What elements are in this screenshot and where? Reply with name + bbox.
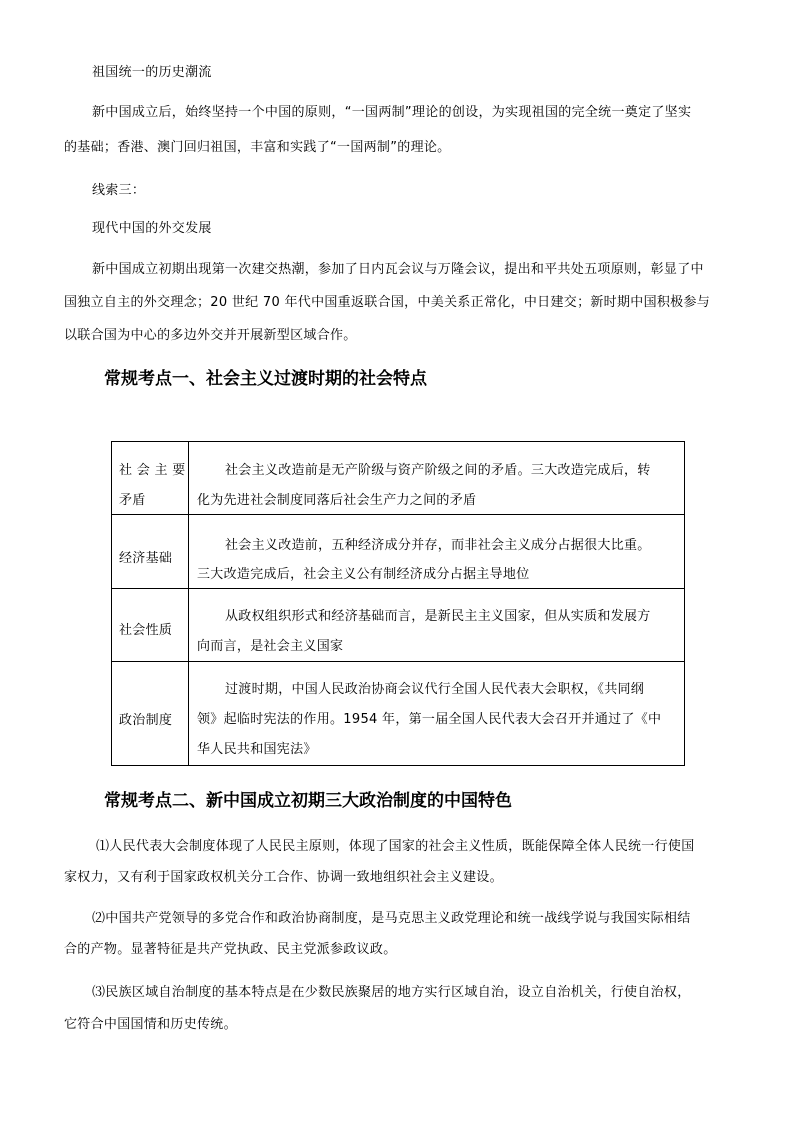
clue-label: 线索三： xyxy=(92,183,146,198)
row-text: 三大改造完成后，社会主义公有制经济成分占据主导地位 xyxy=(197,567,530,582)
list-item-line: 它符合中国国情和历史传统。 xyxy=(64,1017,237,1032)
row-text: 从政权组织形式和经济基础而言，是新民主主义国家，但从实质和发展方 xyxy=(225,609,651,624)
row-text: 社会主义改造前是无产阶级与资产阶级之间的矛盾。三大改造完成后，转 xyxy=(225,463,651,478)
row-text: 华人民共和国宪法》 xyxy=(197,742,317,757)
row-text: 过渡时期，中国人民政治协商会议代行全国人民代表大会职权，《共同纲 xyxy=(225,682,645,697)
row-label-cell xyxy=(112,515,189,589)
row-label: 社 会 主 要 xyxy=(119,463,186,478)
paragraph-title: 祖国统一的历史潮流 xyxy=(92,65,212,80)
table-row xyxy=(112,662,685,766)
row-text: 社会主义改造前，五种经济成分并存，而非社会主义成分占据很大比重。 xyxy=(225,538,651,553)
row-label: 政治制度 xyxy=(119,713,173,728)
section-heading: 常规考点一、社会主义过渡时期的社会特点 xyxy=(104,369,427,389)
row-label-cell xyxy=(112,442,189,515)
table-row xyxy=(112,442,685,515)
paragraph-line: 国独立自主的外交理念；20 世纪 70 年代中国重返联合国，中美关系正常化，中日建交；新时期中国积极参与 xyxy=(64,295,711,310)
row-content-cell xyxy=(189,662,685,766)
table-row xyxy=(112,589,685,662)
paragraph-title: 现代中国的外交发展 xyxy=(92,221,212,236)
paragraph-line: 的基础；香港、澳门回归祖国，丰富和实践了“一国两制”的理论。 xyxy=(64,140,451,155)
table-row xyxy=(112,515,685,589)
row-label: 经济基础 xyxy=(119,551,173,566)
row-label-cell xyxy=(112,589,189,662)
row-text: 领》起临时宪法的作用。1954 年，第一届全国人民代表大会召开并通过了《中 xyxy=(197,712,662,727)
paragraph-line: 新中国成立后，始终坚持一个中国的原则，“一国两制”理论的创设，为实现祖国的完全统一奠定了坚实 xyxy=(92,105,692,120)
row-content-cell xyxy=(189,515,685,589)
features-table xyxy=(111,441,685,766)
list-item-line: 合的产物。显著特征是共产党执政、民主党派参政议政。 xyxy=(64,942,397,957)
row-content-cell xyxy=(189,442,685,515)
row-text: 化为先进社会制度同落后社会生产力之间的矛盾 xyxy=(197,493,477,508)
row-label: 矛盾 xyxy=(119,493,146,508)
list-item-line: ⑵中国共产党领导的多党合作和政治协商制度，是马克思主义政党理论和统一战线学说与我国实际相结 xyxy=(92,911,691,926)
row-text: 向而言，是社会主义国家 xyxy=(197,639,344,654)
list-item-line: 家权力，又有利于国家政权机关分工合作、协调一致地组织社会主义建设。 xyxy=(64,870,503,885)
section-heading: 常规考点二、新中国成立初期三大政治制度的中国特色 xyxy=(104,791,512,811)
list-item-line: ⑶民族区域自治制度的基本特点是在少数民族聚居的地方实行区域自治，设立自治机关，行使自治权， xyxy=(92,985,691,1000)
row-content-cell xyxy=(189,589,685,662)
list-item-line: ⑴人民代表大会制度体现了人民民主原则，体现了国家的社会主义性质，既能保障全体人民统一行使国 xyxy=(96,839,695,854)
row-label-cell xyxy=(112,662,189,766)
row-label: 社会性质 xyxy=(119,623,173,638)
paragraph-line: 新中国成立初期出现第一次建交热潮，参加了日内瓦会议与万隆会议，提出和平共处五项原则，彰显了中 xyxy=(92,262,704,277)
paragraph-line: 以联合国为中心的多边外交并开展新型区域合作。 xyxy=(64,328,357,343)
